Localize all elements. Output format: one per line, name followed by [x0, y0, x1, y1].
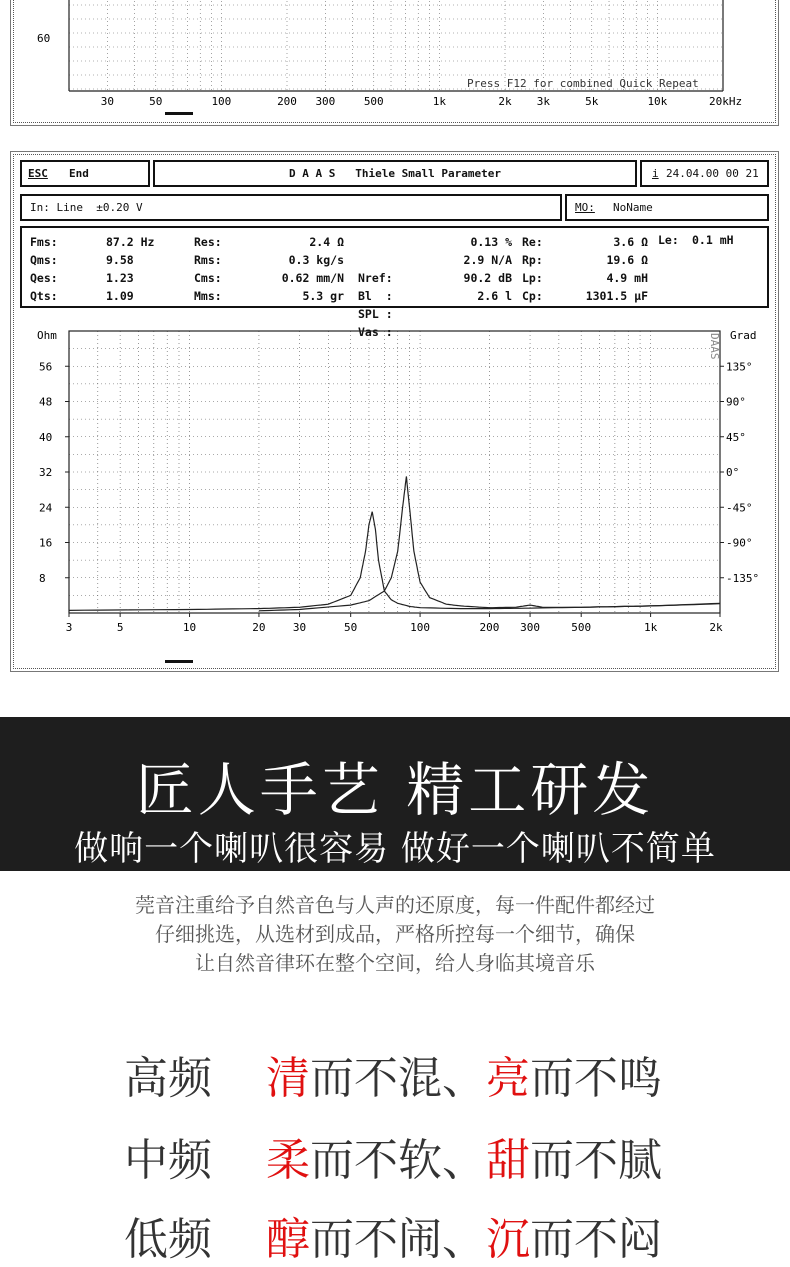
param-col3-labels: Nref: Bl : SPL : Vas :: [358, 271, 393, 339]
feature-text: 清而不混、亮而不鸣: [266, 1053, 662, 1104]
datetime-box: [640, 160, 769, 187]
x-tick-label: 2k: [709, 621, 723, 634]
y-left-tick-label: 32: [39, 466, 53, 479]
esc-end-label: End: [69, 167, 89, 180]
top-x-tick-label: 300: [315, 95, 336, 108]
top-x-tick-label: 100: [211, 95, 232, 108]
x-tick-label: 1k: [643, 621, 658, 634]
feature-label: 中频: [124, 1135, 212, 1186]
info-key[interactable]: i: [652, 167, 659, 180]
y-left-tick-label: 24: [39, 501, 53, 515]
top-x-tick-label: 20kHz: [709, 95, 743, 108]
x-tick-label: 500: [571, 621, 592, 634]
esc-end-box[interactable]: [20, 160, 150, 187]
x-tick-label: 300: [520, 621, 541, 634]
x-tick-label: 200: [479, 621, 500, 634]
y-right-tick-label: 45°: [726, 430, 746, 444]
y-right-tick-label: 135°: [726, 360, 753, 374]
top-x-tick-label: 1k: [432, 95, 447, 108]
param-le-label: Le:: [658, 233, 679, 247]
top-x-tick-label: 200: [277, 95, 297, 108]
description: [0, 891, 790, 978]
x-tick-label: 5: [116, 621, 124, 634]
param-col4-values: 3.6 Ω 19.6 Ω 4.9 mH 1301.5 µF: [585, 235, 648, 303]
input-label: In: Line ±0.20 V: [30, 201, 143, 214]
param-col2-values: 2.4 Ω 0.3 kg/s 0.62 mm/N 5.3 gr: [281, 235, 344, 303]
top-chart-panel: [10, 0, 779, 126]
y-left-tick-label: 48: [39, 395, 53, 409]
param-col3-values: 0.13 % 2.9 N/A 90.2 dB 2.6 l: [463, 235, 512, 303]
x-tick-label: 20: [252, 621, 266, 634]
banner-title: 匠人手艺 精工研发: [135, 756, 655, 824]
page-title: D A A S Thiele Small Parameter: [289, 167, 501, 180]
top-x-tick-label: 30: [100, 95, 115, 108]
y-left-tick-label: 8: [39, 571, 46, 585]
slogan-banner: [0, 717, 790, 871]
impedance-chart: [11, 317, 780, 672]
y-right-tick-label: -90°: [726, 536, 753, 550]
description-line: 仔细挑选，从选材到成品，严格所控每一个细节，确保: [155, 922, 635, 946]
datetime-label: 24.04.00 00 21: [666, 167, 759, 180]
y-left-unit-label: Ohm: [37, 329, 57, 342]
param-col1-values: 87.2 Hz 9.58 1.23 1.09: [106, 235, 155, 303]
top-x-tick-label: 2k: [498, 95, 512, 108]
esc-key[interactable]: ESC: [28, 167, 48, 180]
top-x-tick-label: 500: [363, 95, 384, 108]
top-chart-note: Press F12 for combined Quick Repeat: [467, 77, 699, 90]
y-right-tick-label: 0°: [726, 466, 740, 479]
param-col4-labels: Re: Rp: Lp: Cp:: [522, 235, 543, 303]
top-x-tick-label: 3k: [536, 95, 551, 108]
feature-text: 柔而不软、甜而不腻: [266, 1135, 662, 1186]
y-left-tick-label: 56: [39, 360, 53, 374]
bottom-cursor-marker: [165, 660, 193, 663]
y-right-tick-label: 90°: [726, 395, 746, 409]
param-col1-labels: Fms: Qms: Qes: Qts:: [30, 235, 58, 303]
top-cursor-marker: [165, 112, 193, 115]
top-x-tick-label: 5k: [585, 95, 599, 108]
impedance-series-1: [69, 512, 720, 611]
model-value: NoName: [613, 201, 653, 214]
y-left-tick-label: 40: [39, 430, 53, 444]
y-right-tick-label: -135°: [726, 571, 760, 585]
y-right-tick-label: -45°: [726, 501, 753, 515]
feature-text: 醇而不闹、沉而不闷: [266, 1214, 662, 1265]
top-chart-svg: [11, 0, 780, 127]
top-y-tick-60: 60: [37, 32, 51, 45]
x-tick-label: 100: [410, 621, 431, 634]
x-tick-label: 50: [344, 621, 358, 634]
feature-label: 高频: [124, 1053, 212, 1104]
banner-subtitle: 做响一个喇叭很容易 做好一个喇叭不简单: [74, 829, 716, 869]
top-x-tick-label: 50: [149, 95, 163, 108]
y-left-tick-label: 16: [39, 536, 53, 550]
top-x-tick-label: 10k: [647, 95, 668, 108]
description-line: 让自然音律环在整个空间，给人身临其境音乐: [195, 951, 595, 975]
x-tick-label: 10: [182, 621, 197, 634]
model-key: MO:: [575, 201, 595, 214]
feature-label: 低频: [124, 1214, 212, 1265]
x-tick-label: 3: [65, 621, 73, 634]
description-line: 莞音注重给予自然音色与人声的还原度，每一件配件都经过: [135, 893, 655, 917]
y-right-unit-label: Grad: [730, 329, 757, 342]
x-tick-label: 30: [292, 621, 307, 634]
model-box: [565, 194, 769, 221]
title-box: [153, 160, 637, 187]
daas-main-panel: [10, 151, 779, 672]
param-col2-labels: Res: Rms: Cms: Mms:: [194, 235, 222, 303]
param-le-value: 0.1 mH: [692, 233, 734, 247]
daas-watermark: DAAS: [708, 333, 721, 360]
input-box: [20, 194, 562, 221]
